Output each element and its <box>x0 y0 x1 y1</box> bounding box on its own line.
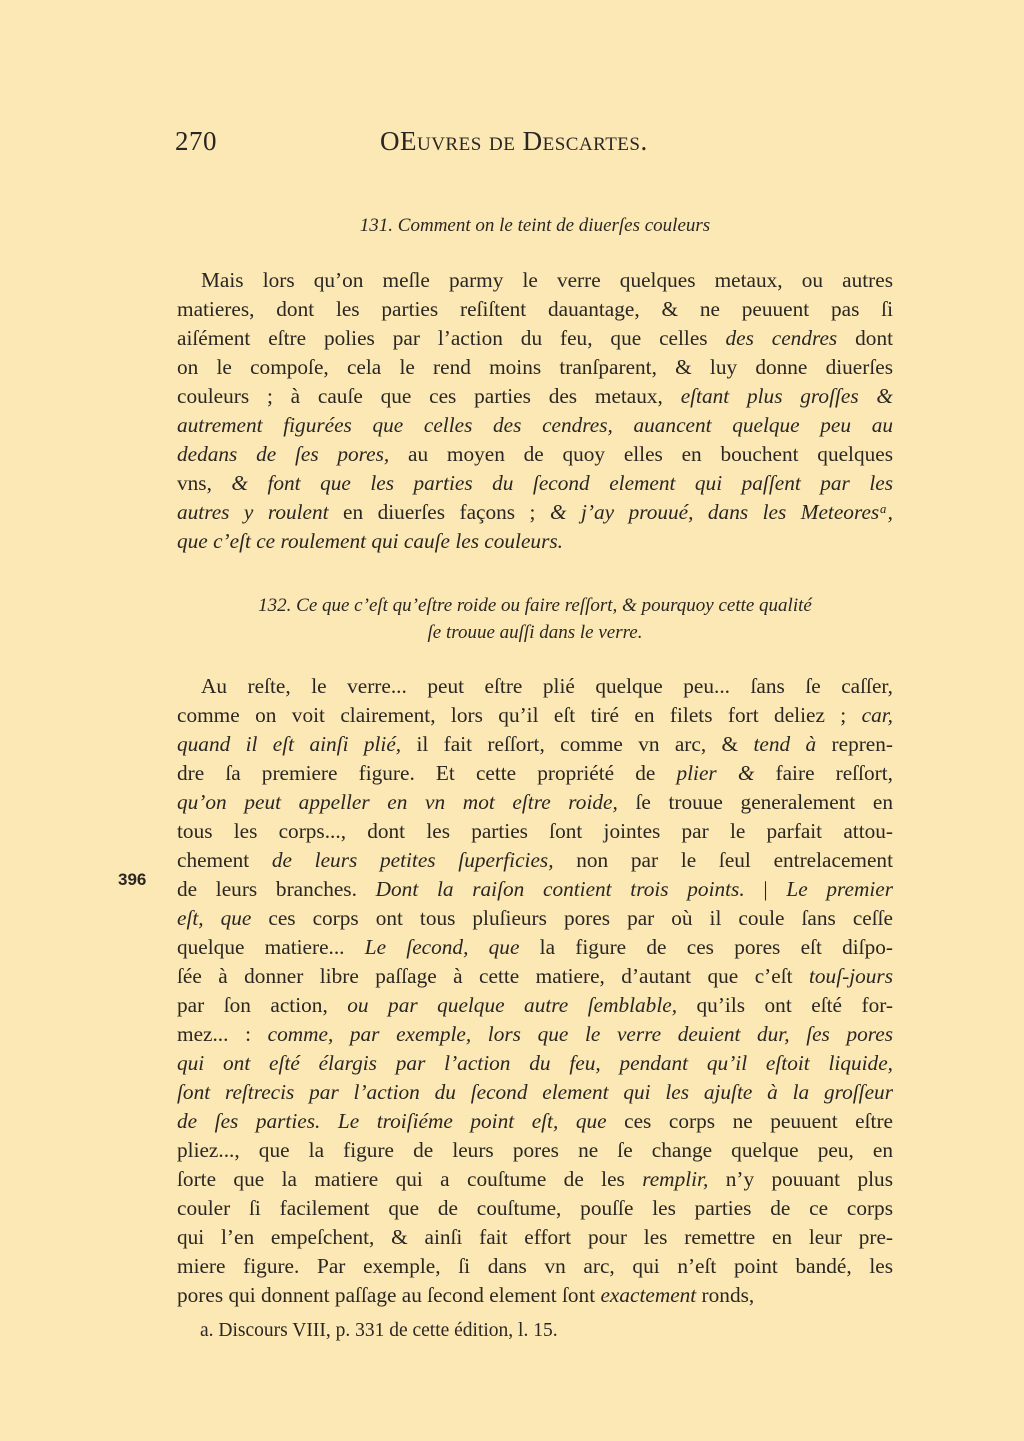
text-run: ces corps ne peuuent eſtre <box>606 1109 894 1133</box>
italic-run: qui ont eſté élargis par l’action du feu, pendant qu’il eſtoit liquide, <box>177 1051 893 1075</box>
italic-run: touſ-jours <box>808 964 893 988</box>
text-line <box>177 1136 893 1165</box>
text-line <box>177 933 893 962</box>
text-run: faire reſſort, <box>754 761 893 785</box>
text-line <box>177 991 893 1020</box>
text-line <box>177 672 893 701</box>
text-run: pliez..., que la figure de leurs pores ne ſe change quelque peu, en <box>177 1138 893 1162</box>
italic-run: Dont la raiſon contient trois points. <box>375 877 745 901</box>
text-run: dont <box>837 326 894 350</box>
italic-run: ſont reſtrecis par l’action du ſecond element qui les ajuſte à la groſſeur <box>177 1080 893 1104</box>
page-number: 270 <box>175 126 217 156</box>
text-line <box>177 1165 893 1194</box>
text-line <box>177 759 893 788</box>
italic-run: eſtant plus groſſes & <box>680 384 893 408</box>
text-line <box>177 875 893 904</box>
text-line <box>177 353 893 382</box>
text-run: comme on voit clairement, lors qu’il eſt tiré en filets fort deliez ; <box>177 703 862 727</box>
text-run: pores qui donnent paſſage au ſecond element ſont <box>177 1283 601 1307</box>
italic-run: plier & <box>676 761 755 785</box>
text-line <box>177 788 893 817</box>
italic-run: car, <box>861 703 893 727</box>
running-head <box>175 118 695 166</box>
text-line <box>177 440 893 469</box>
section-132-paragraph <box>177 672 893 1310</box>
text-run: chement <box>177 848 272 872</box>
italic-run: eſt, que <box>177 906 252 930</box>
text-run: Mais lors qu’on meſle parmy le verre quelques metaux, ou autres <box>201 268 893 292</box>
text-line <box>177 1078 893 1107</box>
italic-run: remplir, <box>642 1167 709 1191</box>
text-line <box>177 730 893 759</box>
section-131-heading-line: 131. Comment on le teint de diuerſes couleurs <box>359 215 711 236</box>
text-run: couler ſi facilement que de couſtume, pouſſe les parties de ce corps <box>177 1196 893 1220</box>
italic-run: autrement figurées que celles des cendres, auancent quelque peu au <box>177 413 893 437</box>
text-run: matieres, dont les parties reſiſtent dauantage, & ne peuuent pas ſi <box>177 297 893 321</box>
text-line <box>177 382 893 411</box>
section-131-heading <box>175 212 895 239</box>
text-run: on le compoſe, cela le rend moins tranſparent, & luy donne diuerſes <box>177 355 893 379</box>
text-run: | <box>744 877 787 901</box>
text-run: vns, <box>177 471 232 495</box>
section-131-paragraph <box>177 266 893 556</box>
text-run: miere figure. Par exemple, ſi dans vn arc, qui n’eſt point bandé, les <box>177 1254 893 1278</box>
text-line <box>177 904 893 933</box>
italic-run: que c’eſt ce roulement qui cauſe les couleurs. <box>177 529 563 553</box>
text-line <box>177 701 893 730</box>
italic-run: & font que les parties du ſecond element qui paſſent par les <box>231 471 894 495</box>
italic-run: de leurs petites ſuperficies, <box>271 848 554 872</box>
text-run: de leurs branches. <box>177 877 376 901</box>
text-line <box>177 846 893 875</box>
margin-page-reference: 396 <box>118 870 147 889</box>
text-run: tous les corps..., dont les parties ſont jointes par le parfait attou- <box>177 819 893 843</box>
text-run: ronds, <box>696 1283 755 1307</box>
text-run: en diuerſes façons ; <box>328 500 550 524</box>
text-line <box>177 962 893 991</box>
text-line <box>177 1281 893 1310</box>
italic-run: Le premier <box>786 877 893 901</box>
text-run: qu’ils ont eſté for- <box>677 993 893 1017</box>
text-run: mez... : <box>177 1022 268 1046</box>
text-line <box>177 1223 893 1252</box>
text-line <box>177 1049 893 1078</box>
section-132-heading-line-2: ſe trouue auſſi dans le verre. <box>427 622 643 643</box>
text-line <box>177 498 893 527</box>
text-line <box>177 1252 893 1281</box>
text-run: couleurs ; à cauſe que ces parties des metaux, <box>177 384 681 408</box>
text-run: Au reſte, le verre... peut eſtre plié quelque peu... ſans ſe caſſer, <box>201 674 893 698</box>
text-run: il fait reſſort, comme vn arc, & <box>401 732 754 756</box>
italic-run: des cendres <box>725 326 838 350</box>
text-run: qui l’en empeſchent, & ainſi fait effort pour les remettre en leur pre- <box>177 1225 893 1249</box>
text-run: n’y pouuant plus <box>708 1167 893 1191</box>
italic-run: Le ſecond, que <box>364 935 520 959</box>
section-132-heading <box>175 592 895 646</box>
text-run: dre ſa premiere figure. Et cette propriété de <box>177 761 677 785</box>
text-line <box>177 266 893 295</box>
text-run: ſée à donner libre paſſage à cette matiere, d’autant que c’eſt <box>177 964 809 988</box>
italic-run: comme, par exemple, lors que le verre deuient dur, ſes pores <box>267 1022 894 1046</box>
italic-run: quand il eſt ainſi plié, <box>177 732 402 756</box>
italic-run: & j’ay prouué, dans les Meteoresᵃ, <box>549 500 893 524</box>
text-run: repren- <box>816 732 893 756</box>
text-run: ſorte que la matiere qui a couſtume de les <box>177 1167 643 1191</box>
italic-run: exactement <box>600 1283 697 1307</box>
text-line <box>177 295 893 324</box>
text-line <box>177 324 893 353</box>
text-line <box>177 469 893 498</box>
text-line <box>177 527 893 556</box>
text-run: aiſément eſtre polies par l’action du feu, que celles <box>177 326 726 350</box>
text-run: ces corps ont tous pluſieurs pores par où il coule ſans ceſſe <box>251 906 894 930</box>
text-run: par ſon action, <box>177 993 348 1017</box>
text-run: au moyen de quoy elles en bouchent quelques <box>389 442 893 466</box>
text-run: quelque matiere... <box>177 935 365 959</box>
italic-run: de ſes parties. Le troiſiéme point eſt, que <box>177 1109 607 1133</box>
text-run: la figure de ces pores eſt diſpo- <box>519 935 893 959</box>
text-run: non par le ſeul entrelacement <box>553 848 893 872</box>
text-line <box>177 411 893 440</box>
italic-run: ou par quelque autre ſemblable, <box>347 993 678 1017</box>
italic-run: tend à <box>753 732 817 756</box>
text-run: ſe trouue generalement en <box>617 790 894 814</box>
running-title: OEuvres de Descartes. <box>380 126 648 156</box>
text-line <box>177 1194 893 1223</box>
footnote: a. Discours VIII, p. 331 de cette édition, l. 15. <box>200 1320 558 1341</box>
text-line <box>177 1107 893 1136</box>
italic-run: qu’on peut appeller en vn mot eſtre roide, <box>177 790 618 814</box>
text-line <box>177 817 893 846</box>
section-132-heading-line-1: 132. Ce que c’eſt qu’eſtre roide ou faire reſſort, & pourquoy cette qualité <box>258 595 812 616</box>
text-line <box>177 1020 893 1049</box>
italic-run: autres y roulent <box>177 500 329 524</box>
italic-run: dedans de ſes pores, <box>177 442 390 466</box>
